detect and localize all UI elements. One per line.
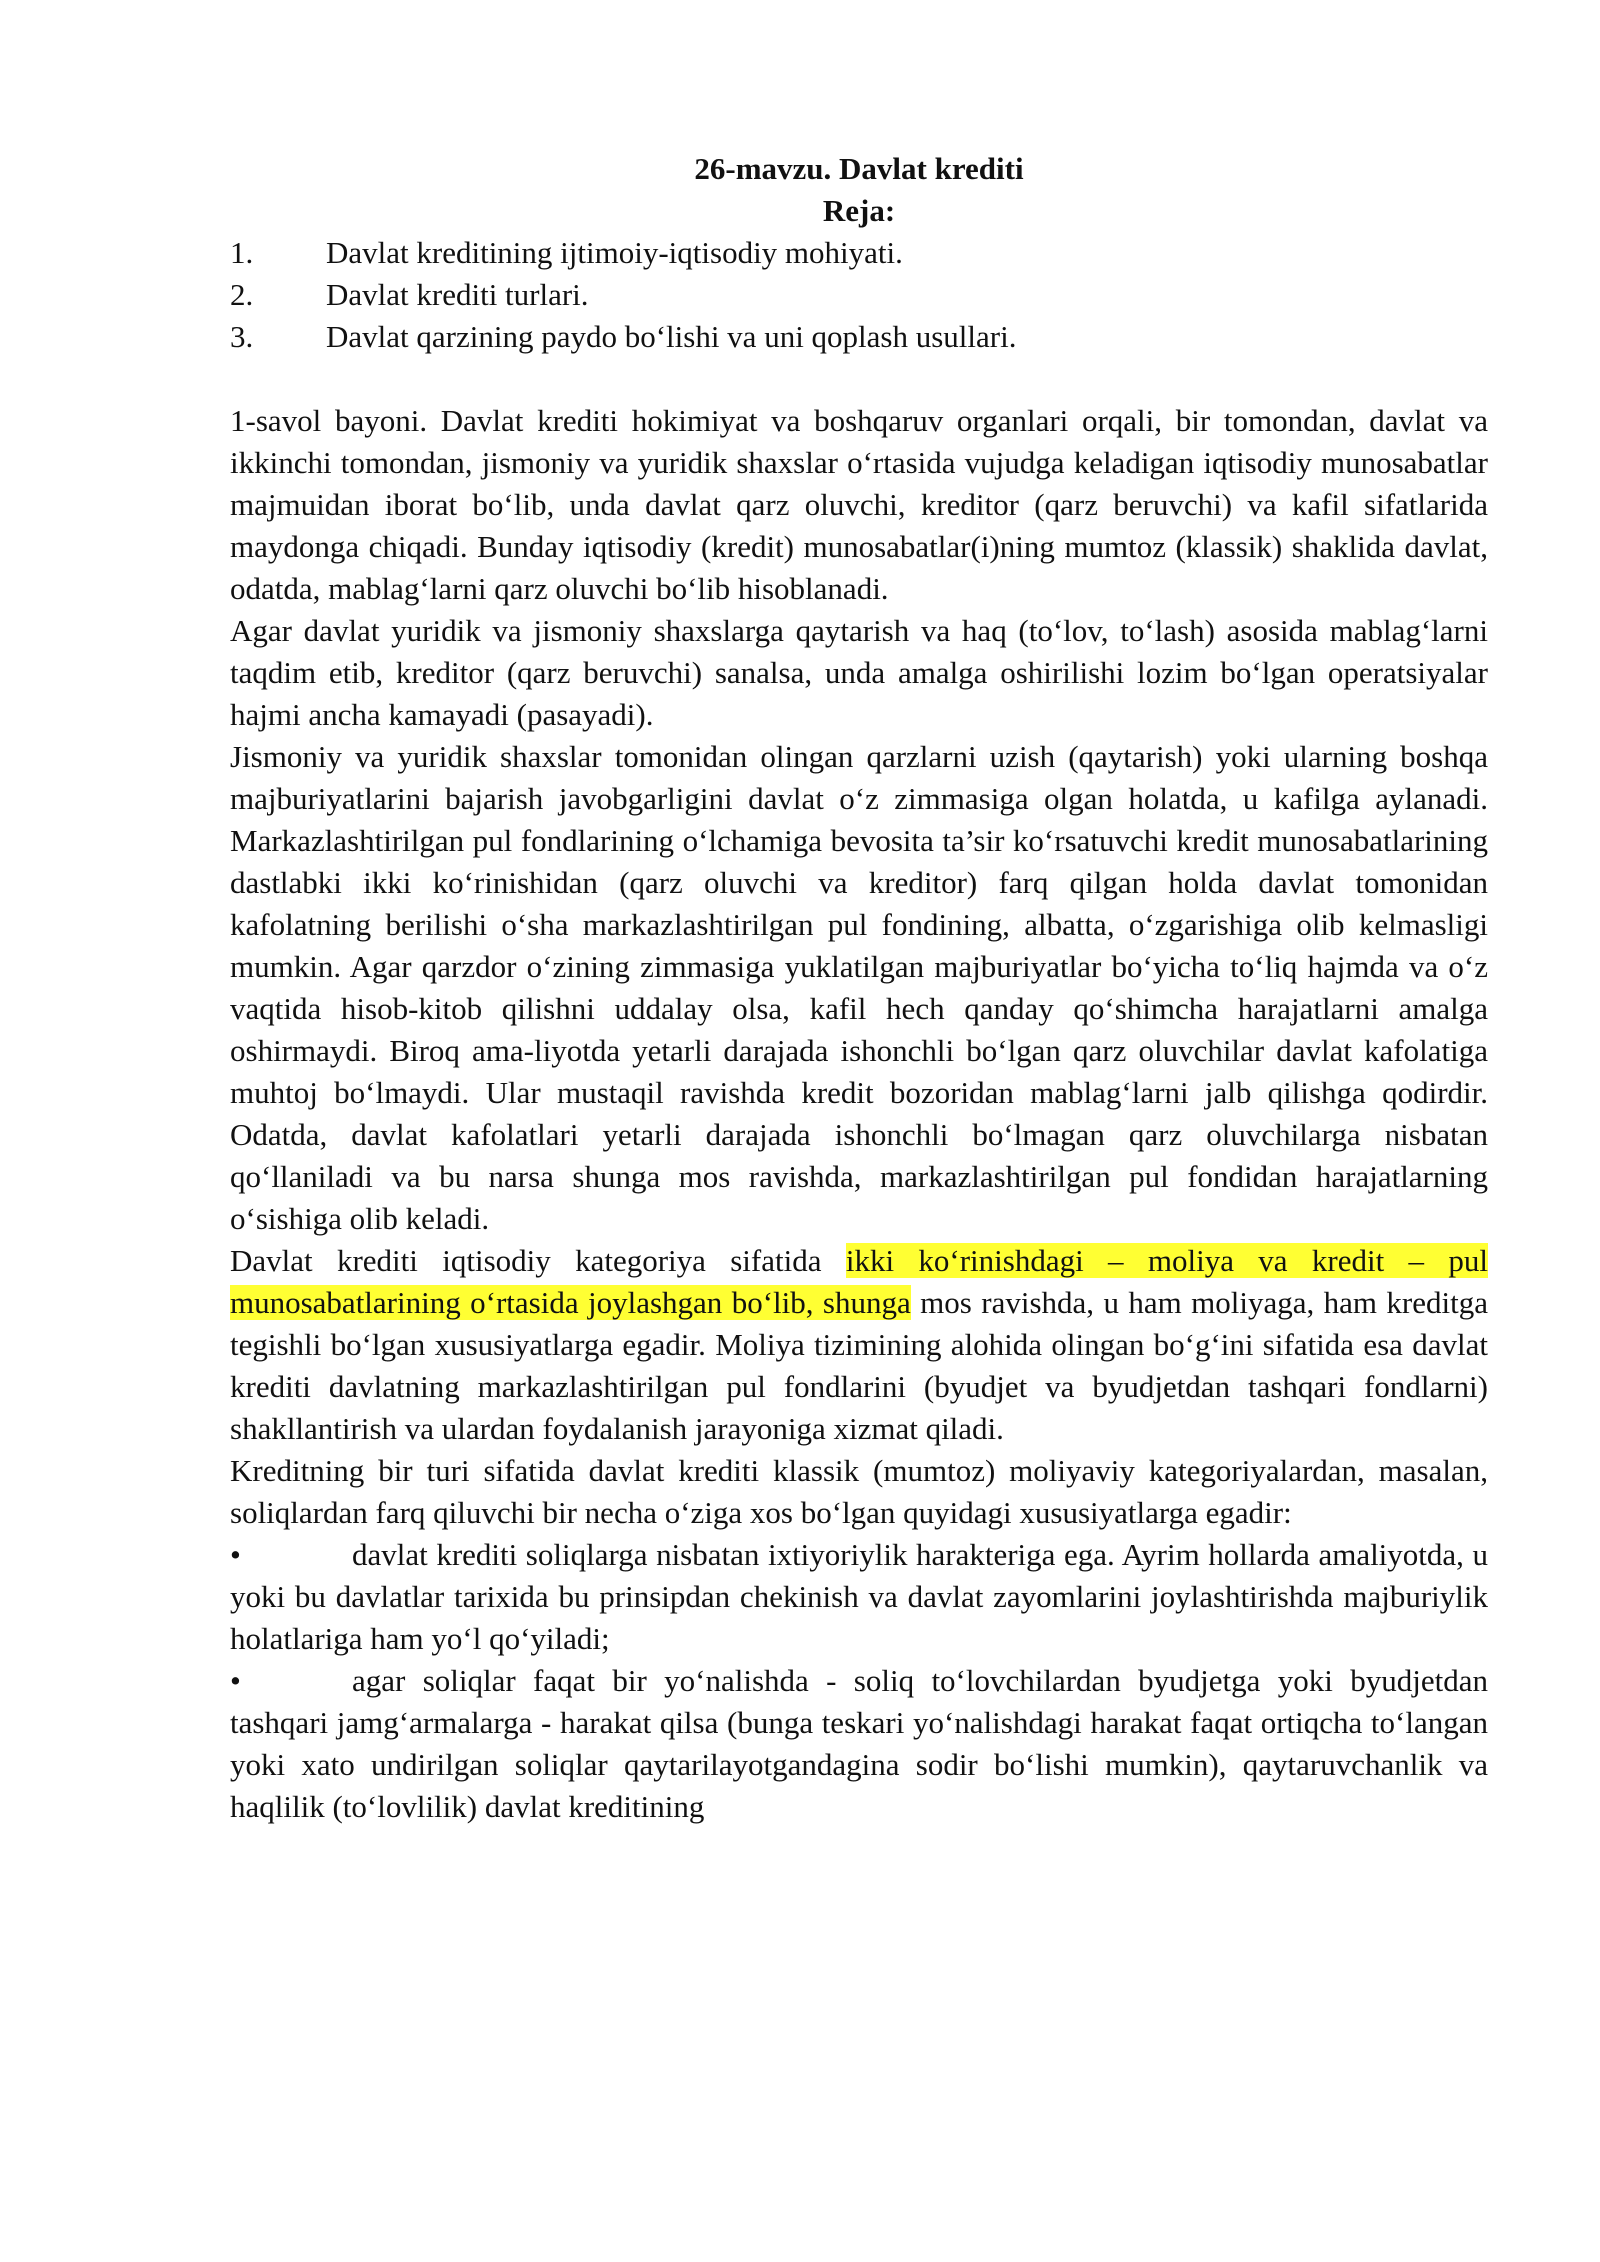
plan-item-text: Davlat kreditining ijtimoiy-iqtisodiy mohiyati. [326,235,903,270]
paragraph-category [230,1240,1488,1450]
plan-item-number: 2. [230,277,254,312]
paragraph-guarantor: Jismoniy va yuridik shaxslar tomonidan olingan qarzlarni uzish (qaytarish) yoki ularning boshqa majburiyatlarini bajarish javobgarligini davlat o‘z zimmasiga olgan holatda, u kafilga aylanadi. Markazlashtirilgan pul fondlarining o‘lchamiga bevosita ta’sir ko‘rsatuvchi kredit munosabatlarining dastlabki ikki ko‘rinishidan (qarz oluvchi va kreditor) farq qilgan holda davlat tomonidan kafolatning berilishi o‘sha markazlashtirilgan pul fondining, albatta, o‘zgarishiga olib kelmasligi mumkin. Agar qarzdor o‘zining zimmasiga yuklatilgan majburiyatlar bo‘yicha to‘liq hajmda va o‘z vaqtida hisob-kitob qilishni uddalay olsa, kafil hech qanday qo‘shimcha harajatlarni amalga oshirmaydi. Biroq ama-liyotda yetarli darajada ishonchli bo‘lgan qarz oluvchilar davlat kafolatiga muhtoj bo‘lmaydi. Ular mustaqil ravishda kredit bozoridan mablag‘larni jalb qilishga qodirdir. Odatda, davlat kafolatlari yetarli darajada ishonchli bo‘lmagan qarz oluvchilarga nisbatan qo‘llaniladi va bu narsa shunga mos ravishda, markazlashtirilgan pul fondidan harajatlarning o‘sishiga olib keladi. [230,739,1488,1236]
document-body [230,148,1488,1828]
plan-item-text: Davlat krediti turlari. [326,277,589,312]
bullet-item [230,1534,1488,1660]
bullet-icon: • [230,1537,241,1572]
plan-heading: Reja: [822,193,896,228]
plan-item-number: 3. [230,319,254,354]
paragraph-question-1: 1-savol bayoni. Davlat krediti hokimiyat va boshqaruv organlari orqali, bir tomondan, davlat va ikkinchi tomondan, jismoniy va yuridik shaxslar o‘rtasida vujudga keladigan iqtisodiy munosabatlar majmuidan iborat bo‘lib, unda davlat qarz oluvchi, kreditor (qarz beruvchi) va kafil sifatlarida maydonga chiqadi. Bunday iqtisodiy (kredit) munosabatlar(i)ning mumtoz (klassik) shaklida davlat, odatda, mablag‘larni qarz oluvchi bo‘lib hisoblanadi. [230,403,1488,606]
bullet-item [230,1660,1488,1828]
bullet-icon: • [230,1663,241,1698]
paragraph-features: Kreditning bir turi sifatida davlat krediti klassik (mumtoz) moliyaviy kategoriyalardan, masalan, soliqlardan farq qiluvchi bir necha o‘ziga xos bo‘lgan quyidagi xususiyatlarga egadir: [230,1453,1488,1530]
page-title: 26-mavzu. Davlat krediti [694,151,1024,186]
blank-line [230,358,1488,400]
paragraph-text: mos ravishda, u ham moliyaga, ham kreditga tegishli bo‘lgan xususiyatlarga egadir. Moliya tizimining alohida olingan bo‘g‘ini sifatida esa davlat krediti davlatning markazlashtirilgan pul fondlarini (byudjet va byudjetdan tashqari fondlarni) shakllantirish va ulardan foydalanish jarayoniga xizmat qiladi. [230,1285,1488,1446]
paragraph-creditor: Agar davlat yuridik va jismoniy shaxslarga qaytarish va haq (to‘lov, to‘lash) asosida mablag‘larni taqdim etib, kreditor (qarz beruvchi) sanalsa, unda amalga oshirilishi lozim bo‘lgan operatsiyalar hajmi ancha kamayadi (pasayadi). [230,613,1488,732]
plan-item [230,316,1488,358]
plan-item [230,274,1488,316]
plan-list [230,232,1488,358]
plan-item-number: 1. [230,235,254,270]
paragraph-text: Davlat krediti iqtisodiy kategoriya sifatida [230,1243,846,1278]
plan-item-text: Davlat qarzining paydo bo‘lishi va uni qoplash usullari. [326,319,1017,354]
bullet-text: davlat krediti soliqlarga nisbatan ixtiyoriylik harakteriga ega. Ayrim hollarda amaliyotda, u yoki bu davlatlar tarixida bu prinsipdan chekinish va davlat zayomlarini joylashtirishda majburiylik holatlariga ham yo‘l qo‘yiladi; [230,1537,1488,1656]
bullet-text: agar soliqlar faqat bir yo‘nalishda - soliq to‘lovchilardan byudjetga yoki byudjetdan tashqari jamg‘armalarga - harakat qilsa (bunga teskari yo‘nalishdagi harakat faqat ortiqcha to‘langan yoki xato undirilgan soliqlar qaytarilayotgandagina sodir bo‘lishi mumkin), qaytaruvchanlik va haqlilik (to‘lovlilik) davlat kreditining [230,1663,1488,1824]
plan-item [230,232,1488,274]
highlighted-text: ikki ko‘rinishdagi – moliya va kredit – pul munosabatlarining o‘rtasida joylashgan bo‘lib, shunga [230,1243,1489,1320]
